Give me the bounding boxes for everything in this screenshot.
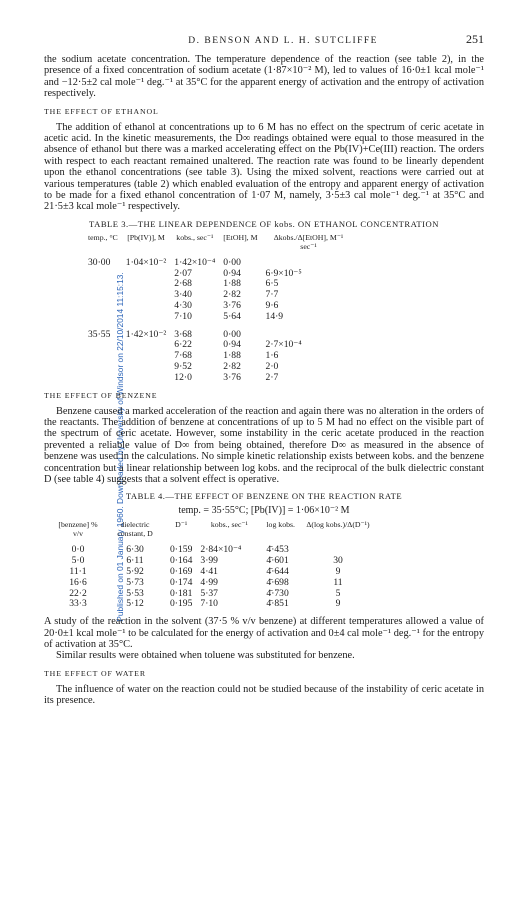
kobs-cell: 6·22 — [174, 339, 192, 351]
table3-header: Δkobs./Δ[EtOH], M⁻¹ sec⁻¹ — [273, 232, 344, 251]
section-heading-benzene: THE EFFECT OF BENZENE — [44, 390, 158, 400]
pb-cell: 1·42×10⁻² — [125, 328, 167, 340]
table-row — [84, 340, 356, 351]
temp-cell: 35·55 — [88, 328, 111, 340]
table4 — [52, 520, 377, 610]
table3-caption: TABLE 3.—THE LINEAR DEPENDENCE OF kobs. ON ETHANOL CONCENTRATION — [89, 218, 439, 229]
dk-cell: 6·5 — [265, 278, 279, 290]
slope-cell: 11 — [333, 576, 343, 588]
kobs-cell: 4·30 — [174, 300, 192, 312]
inv-d-cell: 0·159 — [170, 544, 193, 556]
dielectric-cell: 5·92 — [126, 566, 144, 578]
table4-header: [benzene] % v/v — [58, 520, 98, 539]
table-row — [84, 269, 356, 280]
table-row — [84, 312, 356, 323]
dk-cell: 6·9×10⁻⁵ — [265, 267, 302, 279]
etoh-cell: 0·94 — [223, 339, 241, 351]
etoh-cell: 0·00 — [223, 256, 241, 268]
dk-cell: 2·7 — [265, 371, 279, 383]
table-row — [84, 290, 356, 301]
logk-cell: 4̄·698 — [266, 576, 289, 588]
table-row — [84, 362, 356, 373]
dk-cell: 14·9 — [265, 310, 284, 322]
benzene-cell: 22·2 — [69, 587, 87, 599]
kobs-cell: 3·99 — [200, 555, 218, 567]
kobs-cell: 2·68 — [174, 278, 192, 290]
benzene-cell: 11·1 — [69, 566, 87, 578]
logk-cell: 4̄·851 — [266, 598, 289, 610]
inv-d-cell: 0·169 — [170, 566, 193, 578]
dk-cell: 9·6 — [265, 300, 279, 312]
slope-cell: 9 — [335, 566, 341, 578]
benzene-cell: 0·0 — [71, 544, 85, 556]
table4-header-row — [52, 520, 377, 538]
logk-cell: 4̄·453 — [266, 544, 289, 556]
kobs-cell: 1·42×10⁻⁴ — [174, 256, 216, 268]
table3-header: [Pb(IV)], M — [127, 232, 165, 242]
paper-page — [44, 32, 484, 707]
kobs-cell: 7·10 — [174, 310, 192, 322]
slope-cell: 9 — [335, 598, 341, 610]
section-heading-water: THE EFFECT OF WATER — [44, 668, 146, 678]
table4-header: Δ(log kobs.)/Δ(D⁻¹) — [306, 520, 370, 530]
table3-header: [EtOH], M — [223, 232, 258, 242]
table-row — [84, 279, 356, 290]
kobs-cell: 12·0 — [174, 371, 192, 383]
paragraph-study: A study of the reaction in the solvent (37·5 % v/v benzene) at different temperatures allowed a value of 20·0±1 kcal mole⁻¹ to be calculated for the energy of activation and 0±4 cal mole⁻¹ deg.⁻¹ for the entropy of activation at 35°C. — [44, 616, 484, 651]
table-row — [84, 301, 356, 312]
etoh-cell: 2·82 — [223, 289, 241, 301]
etoh-cell: 2·82 — [223, 361, 241, 373]
paragraph-benzene: Benzene caused a marked acceleration of the reaction and again there was no alteration in the orders of the reactants. The addition of benzene at concentrations of up to 5 M had no effect on the visible part of the spectrum of ceric acetate. However, some instability in the ceric acetate produced in the reaction prevented a reliable value of D∞ from being obtained, therefore D∞ as measured in the absence of benzene was used in the calculations. No simple kinetic relationship exists between kobs. and the benzene concentration but a linear relationship between log kobs. and the reciprocal of the bulk dielectric constant D (see table 4) suggests that a solvent effect is operative. — [44, 405, 484, 486]
slope-cell: 30 — [333, 555, 343, 567]
dk-cell: 1·6 — [265, 350, 279, 362]
table-row — [84, 258, 356, 269]
kobs-cell: 2·84×10⁻⁴ — [200, 544, 242, 556]
dk-cell: 2·0 — [265, 361, 279, 373]
table4-caption: TABLE 4.—THE EFFECT OF BENZENE ON THE REACTION RATE — [125, 491, 403, 502]
kobs-cell: 5·37 — [200, 587, 218, 599]
table3-header: kobs., sec⁻¹ — [176, 232, 214, 242]
inv-d-cell: 0·164 — [170, 555, 193, 567]
table3-header-row — [84, 233, 356, 251]
inv-d-cell: 0·181 — [170, 587, 193, 599]
slope-cell: 5 — [335, 587, 341, 599]
inv-d-cell: 0·174 — [170, 576, 193, 588]
logk-cell: 4̄·730 — [266, 587, 289, 599]
table3 — [84, 233, 356, 384]
etoh-cell: 0·00 — [223, 328, 241, 340]
etoh-cell: 0·94 — [223, 267, 241, 279]
table3-header: temp., °C — [88, 232, 118, 242]
running-header — [44, 32, 484, 54]
kobs-cell: 4·99 — [200, 576, 218, 588]
temp-cell: 30·00 — [88, 256, 111, 268]
kobs-cell: 7·10 — [200, 598, 218, 610]
table4-header: kobs., sec⁻¹ — [210, 520, 248, 530]
table-row — [84, 351, 356, 362]
table-row — [84, 373, 356, 384]
kobs-cell: 9·52 — [174, 361, 192, 373]
inv-d-cell: 0·195 — [170, 598, 193, 610]
paragraph-intro: the sodium acetate concentration. The temperature dependence of the reaction (see table 2), in the presence of a fixed concentration of sodium acetate (1·87×10⁻² M), led to values of 16·0±1 kcal mole⁻¹ and −12·5±2 cal mole⁻¹ deg.⁻¹ at 35°C for the apparent energy of activation and the entropy of activation respectively. — [44, 54, 484, 100]
kobs-cell: 2·07 — [174, 267, 192, 279]
page-number: 251 — [466, 32, 484, 46]
kobs-cell: 7·68 — [174, 350, 192, 362]
benzene-cell: 5·0 — [71, 555, 85, 567]
pb-cell: 1·04×10⁻² — [125, 256, 167, 268]
dielectric-cell: 6·11 — [126, 555, 144, 567]
dielectric-cell: 5·53 — [126, 587, 144, 599]
table4-conditions: temp. = 35·55°C; [Pb(IV)] = 1·06×10⁻² M — [178, 505, 350, 517]
etoh-cell: 3·76 — [223, 300, 241, 312]
table4-header: dielectric constant, D — [117, 520, 153, 539]
logk-cell: 4̄·601 — [266, 555, 289, 567]
etoh-cell: 1·88 — [223, 350, 241, 362]
kobs-cell: 4·41 — [200, 566, 218, 578]
paragraph-toluene: Similar results were obtained when toluene was substituted for benzene. — [56, 650, 355, 662]
dk-cell: 7·7 — [265, 289, 279, 301]
running-header-authors: D. BENSON AND L. H. SUTCLIFFE — [188, 36, 378, 46]
table4-header: D⁻¹ — [175, 520, 188, 530]
benzene-cell: 16·6 — [69, 576, 87, 588]
dielectric-cell: 6·30 — [126, 544, 144, 556]
etoh-cell: 5·64 — [223, 310, 241, 322]
paragraph-water: The influence of water on the reaction could not be studied because of the instability of ceric acetate in its presence. — [44, 683, 484, 707]
etoh-cell: 3·76 — [223, 371, 241, 383]
logk-cell: 4̄·644 — [266, 566, 289, 578]
dk-cell: 2·7×10⁻⁴ — [265, 339, 302, 351]
table4-header: log kobs. — [266, 520, 295, 530]
table-row — [52, 599, 377, 610]
dielectric-cell: 5·12 — [126, 598, 144, 610]
download-watermark: Published on 01 January 1960. Downloaded by University of Windsor on 22/10/2014 11:15:13. — [115, 272, 125, 622]
paragraph-ethanol: The addition of ethanol at concentrations up to 6 M has no effect on the spectrum of ceric acetate in acetic acid. In the kinetic measurements, the D∞ readings obtained were equal to those measured in the absence of ethanol but there was a marked accelerating effect on the Pb(IV)+Ce(III) reaction. The orders with respect to each reactant remained unaltered. The reaction rate was found to be linearly dependent upon the ethanol concentrations (see table 3). Using the mixed solvent, reactions were carried out at various temperatures (table 2) which enabled evaluation of the entropy and apparent energy of activation to be made for a fixed ethanol concentration of 1·07 M, namely, 3·5±3 cal mole⁻¹ deg.⁻¹ at 35°C and 21·5±3 kcal mole⁻¹ respectively. — [44, 121, 484, 213]
dielectric-cell: 5·73 — [126, 576, 144, 588]
section-heading-ethanol: THE EFFECT OF ETHANOL — [44, 106, 159, 116]
kobs-cell: 3·68 — [174, 328, 192, 340]
table-row — [84, 330, 356, 341]
kobs-cell: 3·40 — [174, 289, 192, 301]
benzene-cell: 33·3 — [69, 598, 87, 610]
etoh-cell: 1·88 — [223, 278, 241, 290]
